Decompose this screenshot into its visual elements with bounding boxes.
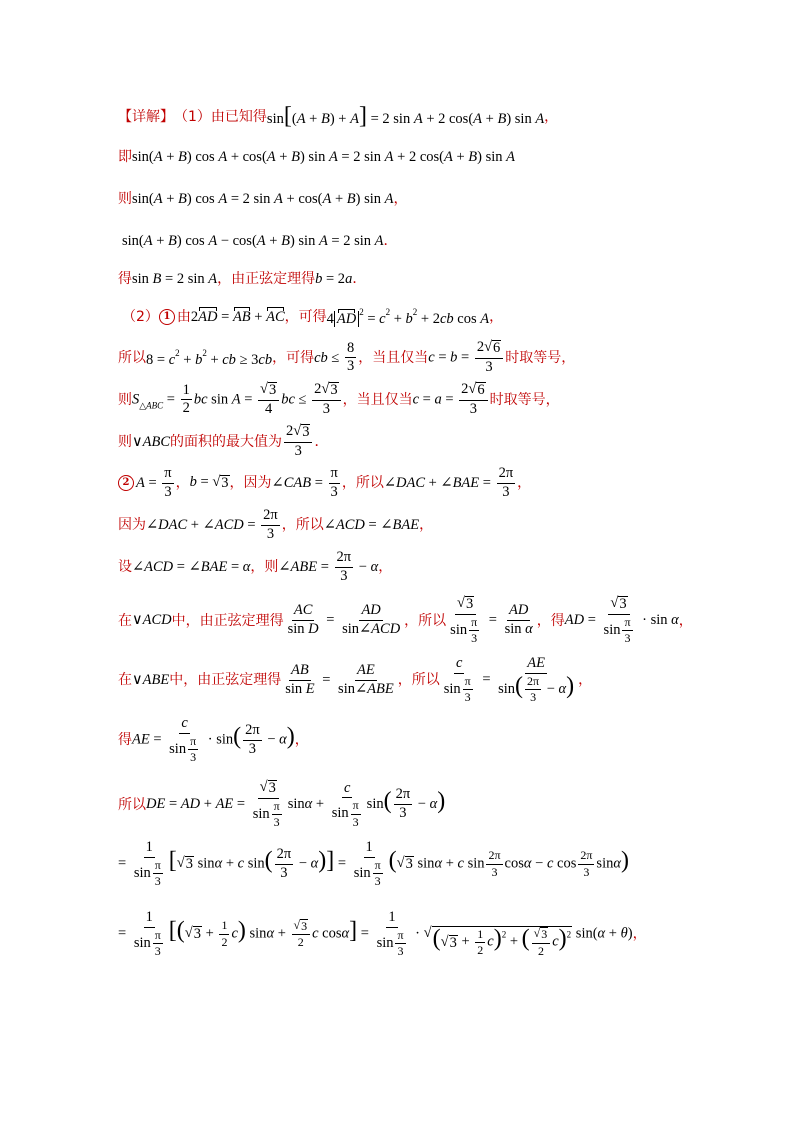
text: 即 [118, 149, 132, 166]
formula: = 1 sin $\frac{\pi}{3}$ [( √ 3 + $\frac{1}{2}$ c) sinα + √ 3 2 c cosα] = 1 sin $\frac{\pi}{3}$ · √ ( √ 3 + $\frac{1}{2}$ c)$^2$ + ( √ 3 2 c)$^2$ sin(α + θ) [118, 909, 633, 959]
solution-line-7 [118, 340, 575, 376]
text: 在 [118, 612, 132, 629]
formula: A = $\frac{\pi}{3}$ [136, 465, 172, 500]
formula: cb ≤ $\frac{8}{3}$ [314, 339, 355, 375]
text: ，可得 [284, 309, 327, 326]
text: 由已知得 [210, 108, 267, 125]
text: 的面积的最大值为 [170, 433, 283, 450]
solution-line-18 [118, 910, 647, 958]
text: 所以 [118, 349, 146, 366]
text: ，所以 [281, 517, 324, 534]
punct: ， [517, 475, 532, 492]
solution-line-6 [122, 308, 503, 327]
formula: = 1 sin $\frac{\pi}{3}$ [ √ 3 sinα + c sin( $\frac{2\pi}{3}$ − α)] = 1 sin $\frac{\pi}{3}$ ( √ 3 sinα + c sin $\frac{2\pi}{3}$ cosα − c cos $\frac{2\pi}{3}$ sinα) [118, 839, 629, 889]
punct: ， [419, 517, 434, 534]
text: ，得 [536, 612, 565, 629]
solution-line-12 [118, 550, 392, 585]
text: 时取等号， [505, 349, 576, 366]
formula: $\frac{AC}{\text{sin D}}$ = $\frac{AD}{\text{sin∠ACD}}$ [287, 602, 401, 638]
formula: 2 √ 3 3 [282, 424, 314, 460]
punct: ． [314, 433, 329, 450]
punct: ， [489, 309, 504, 326]
text: ，可得 [272, 349, 315, 366]
formula: $8 = c^2 + b^2$ + cb ≥ 3cb [146, 347, 273, 368]
text: 由 [176, 309, 191, 326]
punct: ， [294, 732, 309, 749]
solution-line-5 [118, 272, 366, 287]
circle-number-2: 2 [118, 475, 134, 491]
formula: sin(A + B) cos A − cos(A + B) sin A = 2 sin A [122, 233, 384, 249]
solution-line-16 [118, 780, 445, 829]
part-1-label: （1） [174, 108, 211, 125]
circle-number-1: 1 [159, 309, 175, 325]
formula: ∠ABE = $\frac{2\pi}{3}$ − α [278, 549, 379, 584]
text: ，由正弦定理得 [217, 271, 316, 288]
formula: ∨ABE [132, 671, 170, 688]
formula: 2AD = AB + AC [190, 309, 285, 325]
text: ，当且仅当 [342, 391, 413, 408]
formula: ∠ACD = ∠BAE = α [132, 559, 251, 576]
text: 得 [118, 271, 132, 288]
formula: ∨ABC [132, 433, 171, 450]
text: 设 [118, 559, 132, 576]
solution-line-9 [118, 424, 328, 460]
punct: ， [393, 191, 408, 208]
solution-line-2 [118, 150, 515, 165]
text: ，所以 [341, 475, 384, 492]
text: 因为 [118, 517, 146, 534]
formula: ∠ACD = ∠BAE [323, 517, 420, 534]
solution-line-11 [118, 508, 433, 543]
solution-line-3 [118, 192, 408, 207]
text: 则 [118, 391, 132, 408]
text: ，则 [250, 559, 279, 576]
solution-line-15 [118, 716, 309, 764]
formula: DE = AD + AE = √ 3 sin $\frac{\pi}{3}$ sinα + c sin $\frac{\pi}{3}$ sin( $\frac{2\pi}{3}$ − α) [146, 779, 446, 830]
solution-line-13 [118, 596, 693, 645]
text: 则 [118, 433, 132, 450]
formula: c sin $\frac{\pi}{3}$ = AE sin( $\frac{2\pi}{3}$ − α) [443, 655, 575, 705]
solution-line-4 [122, 234, 398, 249]
solution-line-17 [118, 840, 629, 888]
formula: ∨ACD [132, 612, 172, 629]
text: 则 [118, 191, 132, 208]
text: ，因为 [229, 475, 272, 492]
formula: $S_{\triangle ABC}$ = $\frac{1}{2}$ bc sin A = √ 3 4 bc ≤ 2 √ 3 3 [132, 382, 343, 418]
solution-line-1 [118, 103, 559, 129]
text: 得 [118, 732, 132, 749]
punct: ， [632, 926, 647, 943]
formula: sin(A + B) cos A + cos(A + B) sin A = 2 sin A + 2 cos(A + B) sin A [132, 149, 515, 165]
punct: ． [352, 271, 367, 288]
formula: sin B = 2 sin A [132, 271, 218, 287]
detail-label: 【详解】 [118, 108, 174, 125]
formula: ∠CAB = $\frac{\pi}{3}$ [271, 465, 338, 500]
text: 所以 [118, 796, 146, 813]
punct: ， [678, 612, 693, 629]
text: 在 [118, 672, 132, 689]
punct: ， [544, 108, 559, 125]
formula: $\frac{AB}{\text{sin E}}$ = $\frac{AE}{\text{sin∠ABE}}$ [285, 661, 394, 697]
formula: ∠DAC + ∠ACD = $\frac{2\pi}{3}$ [146, 507, 278, 542]
text: 时取等号， [489, 391, 560, 408]
formula: b = √ 3 [189, 473, 229, 491]
text: 中，由正弦定理得 [171, 612, 284, 629]
text: ，当且仅当 [358, 349, 429, 366]
formula: sin[(A + B) + A] = 2 sin A + 2 cos(A + B) sin A [266, 103, 545, 129]
solution-line-8 [118, 382, 560, 418]
formula: AD = √ 3 sin $\frac{\pi}{3}$ · sin α [564, 595, 679, 646]
formula: 4 AD $^2 = c^2 + b^2 + 2cb$ cos A [326, 307, 490, 327]
formula: ∠DAC + ∠BAE = $\frac{2\pi}{3}$ [383, 465, 514, 500]
punct: ， [378, 559, 393, 576]
formula: b = 2a [315, 271, 353, 287]
solution-line-10 [118, 466, 531, 501]
formula: c = a = 2 √ 6 3 [413, 382, 490, 418]
formula: c = b = 2 √ 6 3 [428, 340, 505, 376]
part-2-label: （2） [122, 309, 159, 326]
punct: ． [383, 233, 398, 250]
formula: AE = c sin $\frac{\pi}{3}$ · sin( $\frac{2\pi}{3}$ − α) [132, 715, 295, 765]
formula: sin(A + B) cos A = 2 sin A + cos(A + B) sin A [132, 191, 394, 207]
punct: ， [175, 475, 190, 492]
punct: ， [578, 672, 593, 689]
text: ，所以 [397, 672, 440, 689]
solution-line-14 [118, 656, 592, 704]
formula: √ 3 sin $\frac{\pi}{3}$ = $\frac{AD}{\text{sin α}}$ [450, 595, 533, 646]
text: ，所以 [404, 612, 447, 629]
text: 中，由正弦定理得 [169, 672, 282, 689]
